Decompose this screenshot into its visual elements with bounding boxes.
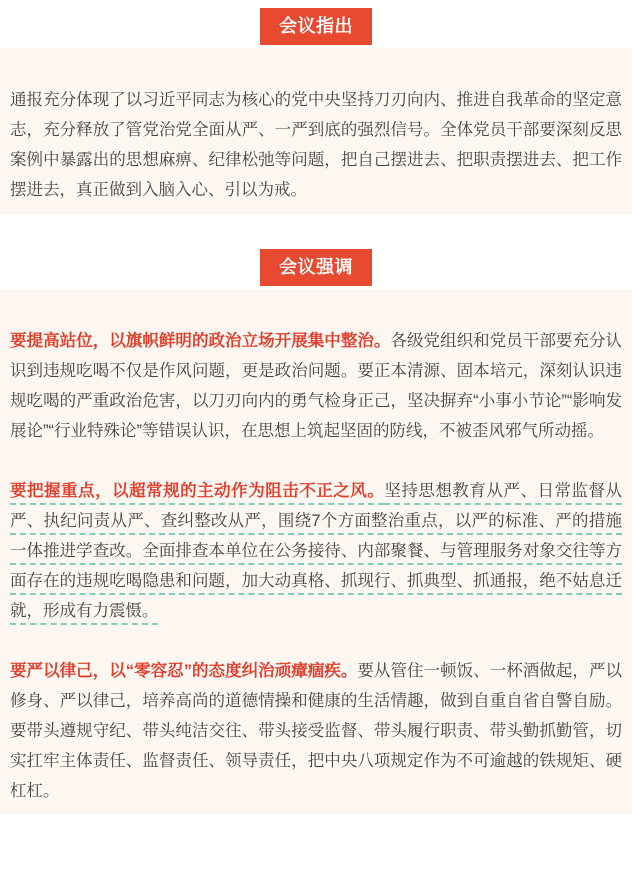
section-meeting-pointed-out (0, 0, 632, 215)
paragraph (10, 326, 622, 446)
badge-row (0, 0, 632, 48)
paragraph-lead: 要严以律己，以“零容忍”的态度纠治顽瘴痼疾。 (10, 662, 358, 680)
section-badge-meeting-emphasized: 会议强调 (260, 249, 372, 286)
paragraph-underlined (10, 476, 622, 626)
paragraph (10, 656, 622, 806)
paragraph-text: 通报充分体现了以习近平同志为核心的党中央坚持刀刃向内、推进自我革命的坚定意志，充分释放了管党治党全面从严、一严到底的强烈信号。全体党员干部要深刻反思案例中暴露出的思想麻痹、纪律松弛等问题，把自己摆进去、把职责摆进去、把工作摆进去，真正做到入脑入心、引以为戒。 (10, 91, 622, 199)
section-meeting-emphasized (0, 215, 632, 814)
paragraph-text: 各级党组织和党员干部要充分认识到违规吃喝不仅是作风问题，更是政治问题。要正本清源、固本培元，深刻认识违规吃喝的严重政治危害，以刀刃向内的勇气检身正己，坚决摒弃“小事小节论”“影响发展论”“行业特殊论”等错误认识，在思想上筑起坚固的防线，不被歪风邪气所动摇。 (10, 332, 623, 440)
badge-row (0, 215, 632, 289)
paragraph (10, 85, 622, 205)
content-box (0, 48, 632, 215)
section-badge-meeting-pointed-out: 会议指出 (260, 8, 372, 45)
paragraph-text: 坚持思想教育从严、日常监督从严、执纪问责从严、查纠整改从严，围绕7个方面整治重点，以严的标准、严的措施一体推进学查改。全面排查本单位在公务接待、内部聚餐、与管理服务对象交往等方面存在的违规吃喝隐患和问题，加大动真格、抓现行、抓典型、抓通报，绝不姑息迁就，形成有力震慑。 (10, 482, 623, 620)
content-box (0, 289, 632, 814)
paragraph-lead: 要把握重点，以超常规的主动作为阻击不正之风。 (10, 482, 385, 500)
paragraph-lead: 要提高站位，以旗帜鲜明的政治立场开展集中整治。 (10, 332, 391, 350)
paragraph-text: 要从管住一顿饭、一杯酒做起，严以修身、严以律己，培养高尚的道德情操和健康的生活情趣，做到自重自省自警自励。要带头遵规守纪、带头纯洁交往、带头接受监督、带头履行职责、带头勤抓勤管，切实扛牢主体责任、监督责任、领导责任，把中央八项规定作为不可逾越的铁规矩、硬杠杠。 (10, 662, 623, 800)
